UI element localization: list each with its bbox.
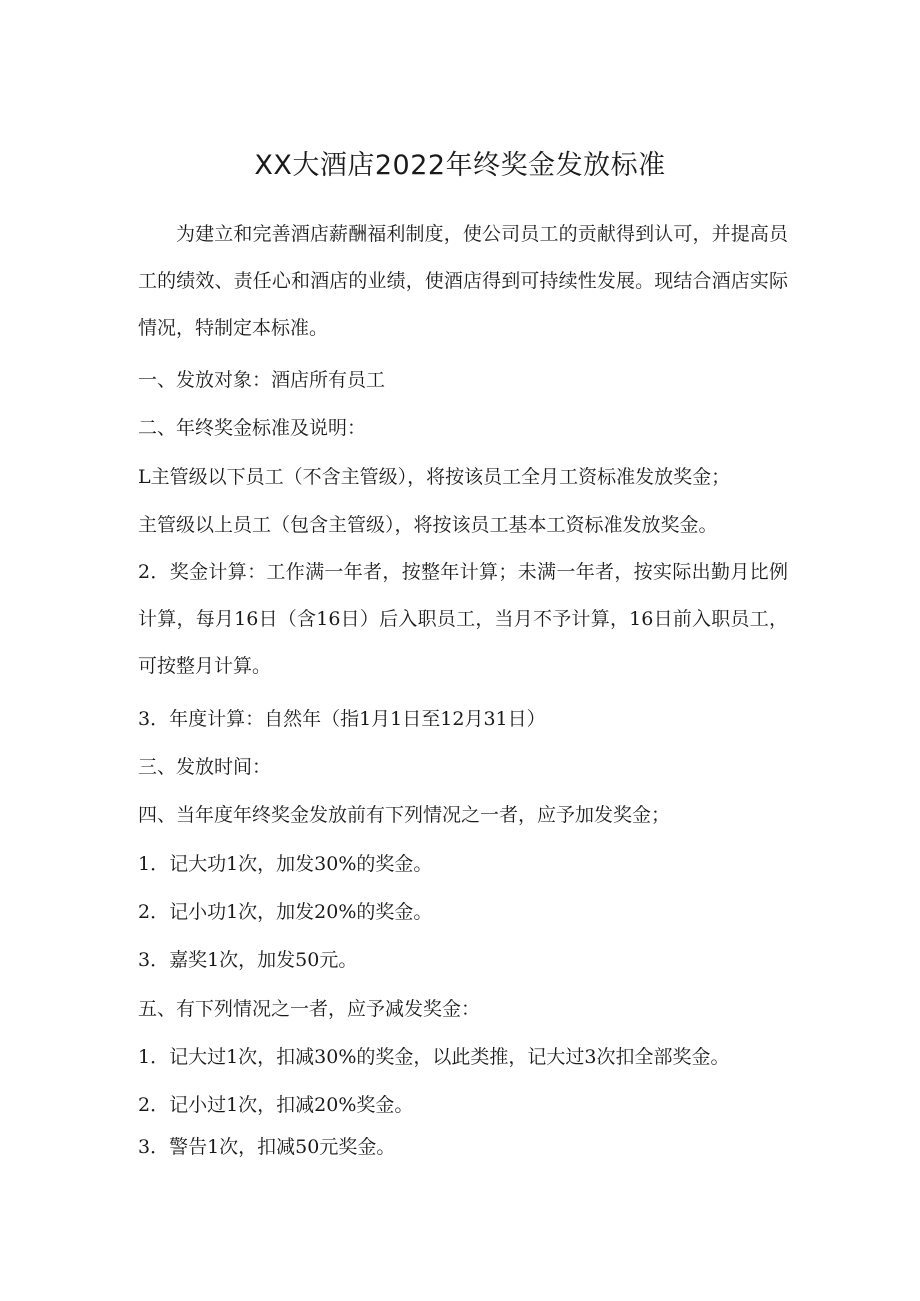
section-4-heading: 四、当年度年终奖金发放前有下列情况之一者，应予加发奖金； bbox=[138, 804, 671, 826]
document-title: XX大酒店2022年终奖金发放标准 bbox=[254, 150, 666, 181]
section-4-item-2: 2．记小功1次，加发20%的奖金。 bbox=[138, 901, 433, 923]
section-5-item-3: 3．警告1次，扣减50元奖金。 bbox=[138, 1136, 396, 1158]
section-3-heading: 三、发放时间： bbox=[138, 756, 272, 778]
section-1-recipients: 一、发放对象：酒店所有员工 bbox=[138, 369, 386, 391]
item-l-above-supervisor: 主管级以上员工（包含主管级），将按该员工基本工资标准发放奖金。 bbox=[138, 514, 718, 536]
section-4-item-3: 3．嘉奖1次，加发50元。 bbox=[138, 949, 358, 971]
section-4-item-1: 1．记大功1次，加发30%的奖金。 bbox=[138, 853, 433, 875]
item-l-below-supervisor: L主管级以下员工（不含主管级），将按该员工全月工资标准发放奖金； bbox=[138, 466, 731, 488]
item-3-year-calculation: 3．年度计算：自然年（指1月1日至12月31日） bbox=[138, 708, 546, 730]
section-5-item-2: 2．记小过1次，扣减20%奖金。 bbox=[138, 1094, 414, 1116]
section-5-heading: 五、有下列情况之一者，应予减发奖金： bbox=[138, 998, 481, 1020]
intro-paragraph: 为建立和完善酒店薪酬福利制度，使公司员工的贡献得到认可，并提高员工的绩效、责任心和酒店的业绩，使酒店得到可持续性发展。现结合酒店实际情况，特制定本标准。 bbox=[138, 223, 788, 339]
section-2-heading: 二、年终奖金标准及说明： bbox=[138, 417, 367, 439]
section-5-item-1: 1．记大过1次，扣减30%的奖金，以此类推，记大过3次扣全部奖金。 bbox=[138, 1046, 730, 1068]
item-2-bonus-calculation: 2．奖金计算：工作满一年者，按整年计算；未满一年者，按实际出勤月比例计算，每月16日（含16日）后入职员工，当月不予计算，16日前入职员工，可按整月计算。 bbox=[138, 561, 788, 677]
